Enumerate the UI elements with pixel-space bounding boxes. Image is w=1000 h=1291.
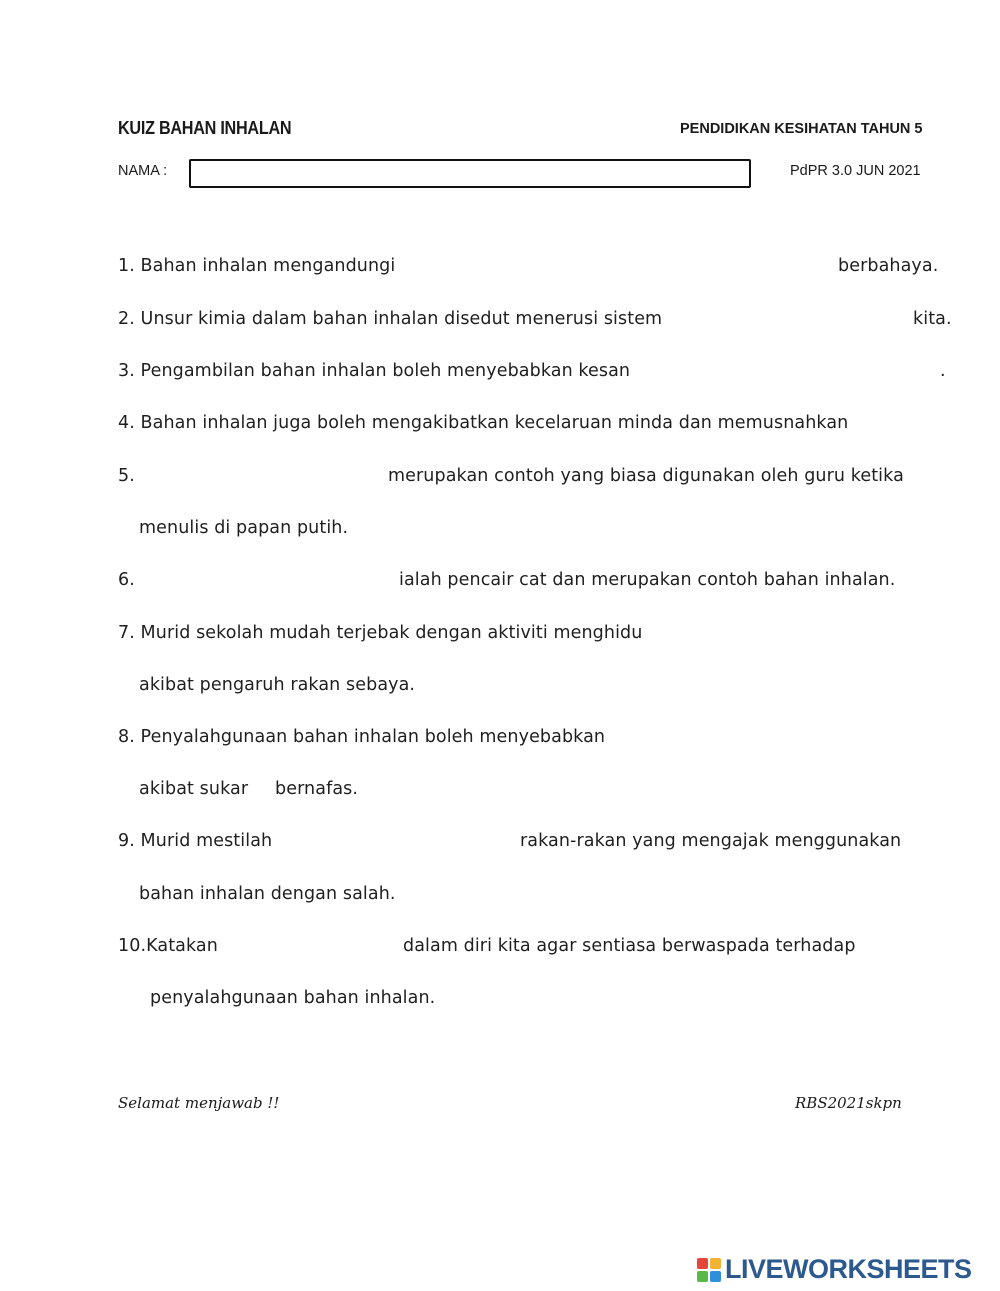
footer-code: RBS2021skpn	[795, 1094, 902, 1112]
logo-text: LIVEWORKSHEETS	[725, 1254, 972, 1284]
question-10-continuation: penyalahgunaan bahan inhalan.	[150, 988, 436, 1008]
question-6-text: ialah pencair cat dan merupakan contoh bahan inhalan.	[399, 570, 896, 590]
logo-block-yellow	[710, 1258, 721, 1269]
question-8-continuation-b: bernafas.	[275, 779, 359, 799]
name-input-box[interactable]	[189, 159, 751, 188]
question-3-tail: .	[940, 361, 946, 381]
name-label: NAMA :	[118, 163, 168, 179]
question-1-tail: berbahaya.	[838, 256, 939, 276]
logo-blocks-icon	[697, 1258, 721, 1282]
question-7-text: 7. Murid sekolah mudah terjebak dengan aktiviti menghidu	[118, 623, 643, 643]
quiz-title: KUIZ BAHAN INHALAN	[118, 118, 292, 138]
question-7-continuation: akibat pengaruh rakan sebaya.	[139, 675, 416, 695]
question-3-text: 3. Pengambilan bahan inhalan boleh menyebabkan kesan	[118, 361, 631, 381]
liveworksheets-logo	[697, 1254, 972, 1285]
logo-block-green	[697, 1271, 708, 1282]
question-5-continuation: menulis di papan putih.	[139, 518, 349, 538]
question-9-text: 9. Murid mestilah	[118, 831, 273, 851]
question-5-number: 5.	[118, 466, 135, 486]
question-1-text: 1. Bahan inhalan mengandungi	[118, 256, 396, 276]
question-10-tail: dalam diri kita agar sentiasa berwaspada terhadap	[403, 936, 856, 956]
logo-block-blue	[710, 1271, 721, 1282]
date-label: PdPR 3.0 JUN 2021	[790, 163, 921, 179]
question-10-text: 10.Katakan	[118, 936, 218, 956]
footer-greeting: Selamat menjawab !!	[118, 1094, 280, 1112]
question-8-text: 8. Penyalahgunaan bahan inhalan boleh menyebabkan	[118, 727, 606, 747]
logo-block-red	[697, 1258, 708, 1269]
question-8-continuation-a: akibat sukar	[139, 779, 249, 799]
question-9-continuation: bahan inhalan dengan salah.	[139, 884, 396, 904]
question-2-tail: kita.	[913, 309, 952, 329]
subject-label: PENDIDIKAN KESIHATAN TAHUN 5	[680, 121, 923, 137]
question-5-text: merupakan contoh yang biasa digunakan oleh guru ketika	[388, 466, 904, 486]
question-4-text: 4. Bahan inhalan juga boleh mengakibatkan kecelaruan minda dan memusnahkan	[118, 413, 849, 433]
question-6-number: 6.	[118, 570, 135, 590]
question-2-text: 2. Unsur kimia dalam bahan inhalan disedut menerusi sistem	[118, 309, 663, 329]
question-9-tail: rakan-rakan yang mengajak menggunakan	[520, 831, 902, 851]
